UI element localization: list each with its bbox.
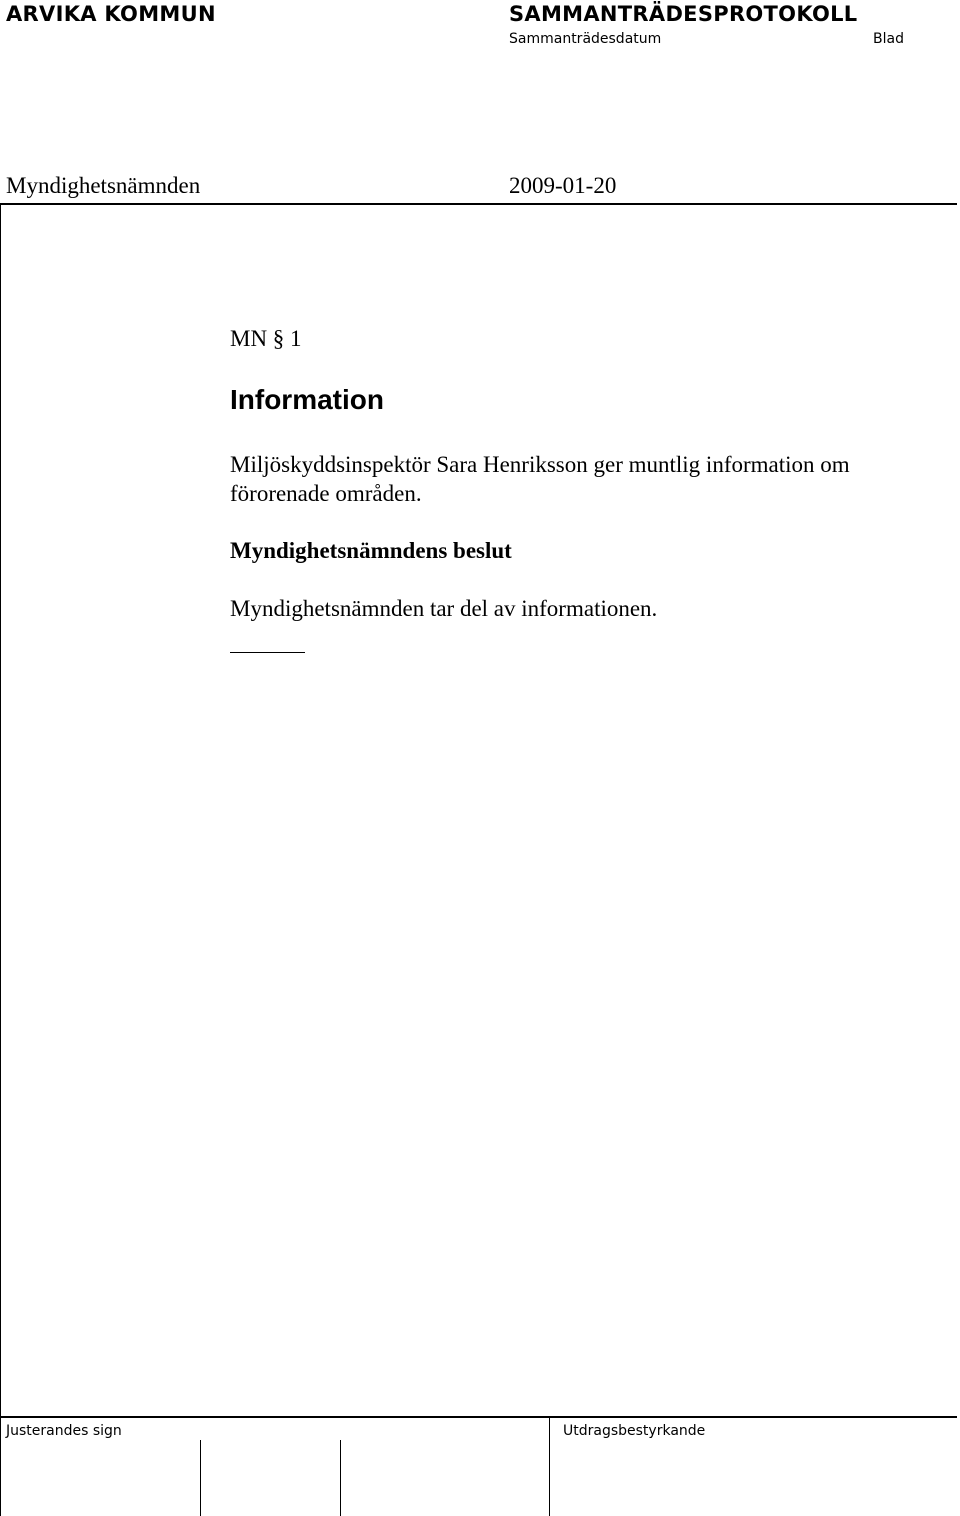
- header-rule: [0, 203, 957, 205]
- meeting-date: 2009-01-20: [509, 173, 617, 198]
- extract-certification-label: Utdragsbestyrkande: [563, 1423, 706, 1439]
- section-body-line: Miljöskyddsinspektör Sara Henriksson ger muntlig information om: [230, 452, 850, 477]
- left-margin-rule: [0, 203, 1, 1516]
- organization-name: ARVIKA KOMMUN: [6, 2, 216, 26]
- committee-name: Myndighetsnämnden: [6, 173, 201, 198]
- section-reference: MN § 1: [230, 326, 302, 351]
- footer-rule: [0, 1416, 957, 1418]
- sign-box-divider: [200, 1440, 201, 1516]
- footer-column-divider: [549, 1418, 550, 1516]
- section-body-line: förorenade områden.: [230, 481, 422, 506]
- document-type: SAMMANTRÄDESPROTOKOLL: [509, 2, 858, 26]
- section-body: [230, 450, 930, 508]
- sign-box-divider: [340, 1440, 341, 1516]
- section-title: Information: [230, 384, 384, 415]
- adjuster-sign-label: Justerandes sign: [6, 1423, 122, 1439]
- section-end-rule: [230, 652, 305, 653]
- decision-heading: Myndighetsnämndens beslut: [230, 538, 512, 563]
- meeting-date-label: Sammanträdesdatum: [509, 31, 662, 47]
- decision-text: Myndighetsnämnden tar del av informationen.: [230, 596, 658, 621]
- page-label: Blad: [873, 31, 904, 47]
